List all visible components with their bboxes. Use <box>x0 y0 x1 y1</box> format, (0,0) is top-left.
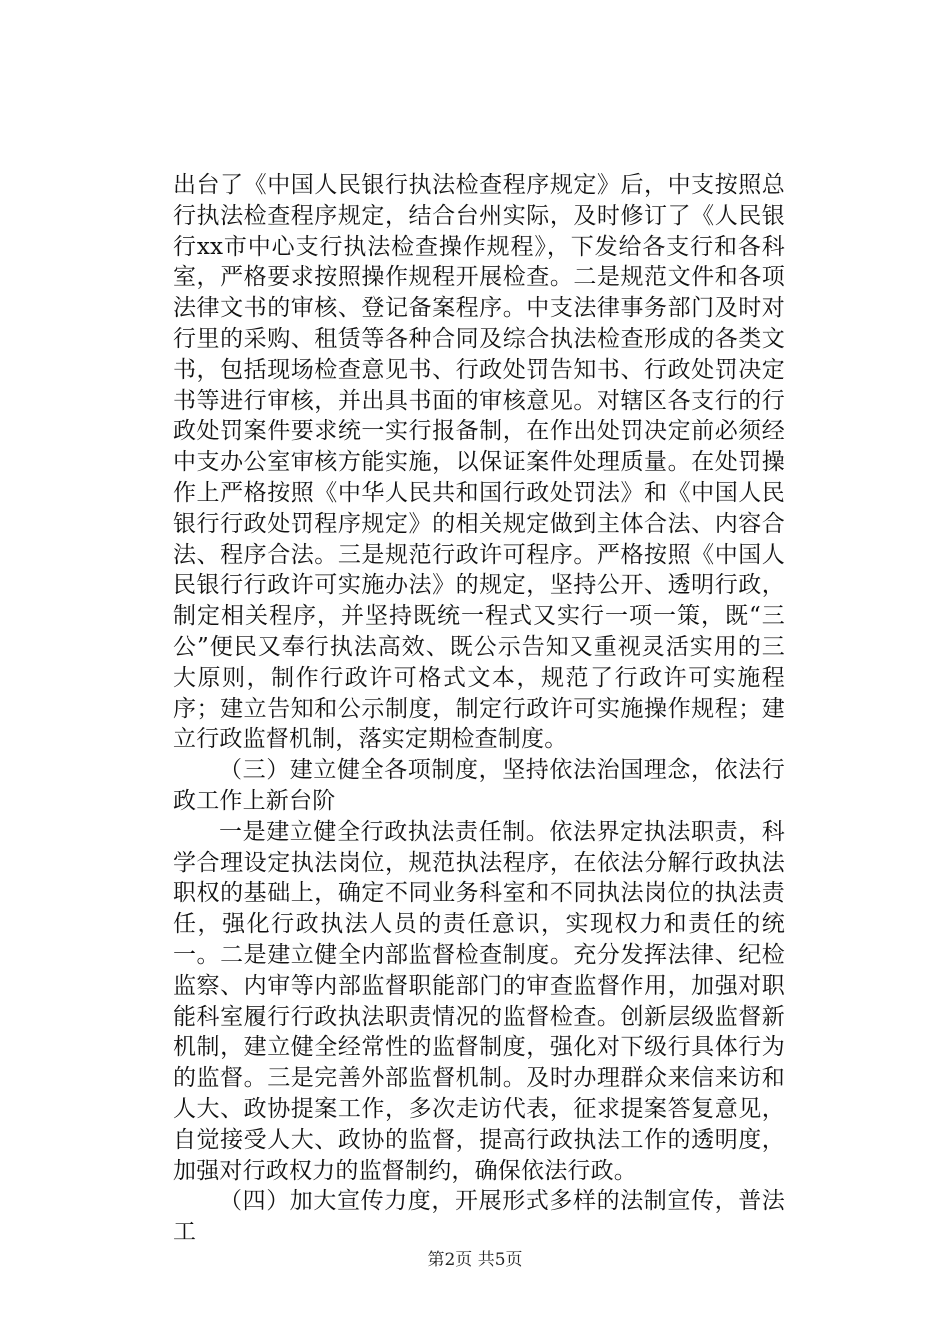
document-body <box>173 170 785 1248</box>
paragraph-continuation: 出台了《中国人民银行执法检查程序规定》后，中支按照总行执法检查程序规定，结合台州实际，及时修订了《人民银行xx市中心支行执法检查操作规程》，下发给各支行和各科室，严格要求按照操作规程开展检查。二是规范文件和各项法律文书的审核、登记备案程序。中支法律事务部门及时对行里的采购、租赁等各种合同及综合执法检查形成的各类文书，包括现场检查意见书、行政处罚告知书、行政处罚决定书等进行审核，并出具书面的审核意见。对辖区各支行的行政处罚案件要求统一实行报备制，在作出处罚决定前必须经中支办公室审核方能实施，以保证案件处理质量。在处罚操作上严格按照《中华人民共和国行政处罚法》和《中国人民银行行政处罚程序规定》的相关规定做到主体合法、内容合法、程序合法。三是规范行政许可程序。严格按照《中国人民银行行政许可实施办法》的规定，坚持公开、透明行政，制定相关程序，并坚持既统一程式又实行一项一策，既“三公”便民又奉行执法高效、既公示告知又重视灵活实用的三大原则，制作行政许可格式文本，规范了行政许可实施程序；建立告知和公示制度，制定行政许可实施操作规程；建立行政监督机制，落实定期检查制度。 <box>173 172 785 753</box>
page-number: 第2页 共5页 <box>427 1250 523 1270</box>
section-heading-3: （三）建立健全各项制度，坚持依法治国理念，依法行政工作上新台阶 <box>173 757 785 814</box>
paragraph-body: 一是建立健全行政执法责任制。依法界定执法职责，科学合理设定执法岗位，规范执法程序，在依法分解行政执法职权的基础上，确定不同业务科室和不同执法岗位的执法责任，强化行政执法人员的责任意识，实现权力和责任的统一。二是建立健全内部监督检查制度。充分发挥法律、纪检监察、内审等内部监督职能部门的审查监督作用，加强对职能科室履行行政执法职责情况的监督检查。创新层级监督新机制，建立健全经常性的监督制度，强化对下级行具体行为的监督。三是完善外部监督机制。及时办理群众来信来访和人大、政协提案工作，多次走访代表，征求提案答复意见，自觉接受人大、政协的监督，提高行政执法工作的透明度，加强对行政权力的监督制约，确保依法行政。 <box>173 818 785 1184</box>
section-heading-4: （四）加大宣传力度，开展形式多样的法制宣传，普法工 <box>173 1188 785 1246</box>
